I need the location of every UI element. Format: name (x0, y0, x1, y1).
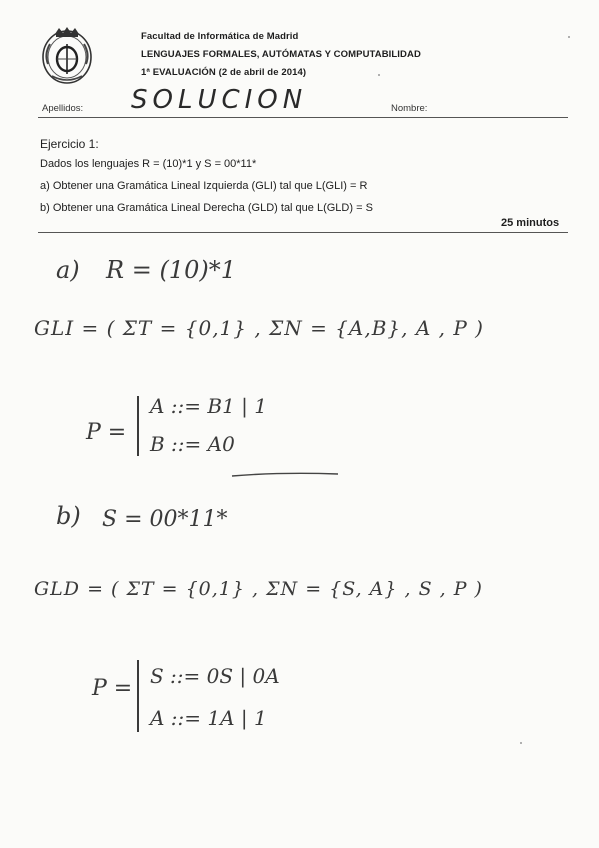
solution-a-label: a) (56, 256, 80, 284)
gld-production-1: S ::= 0S | 0A (150, 664, 280, 688)
solution-b-language: S = 00*11* (102, 507, 228, 532)
faculty-name: Facultad de Informática de Madrid (141, 31, 299, 42)
time-limit: 25 minutos (501, 217, 560, 229)
evaluation-date: 1ª EVALUACIÓN (2 de abril de 2014) (141, 67, 307, 78)
gld-definition: GLD = ( ΣT = {0,1} , ΣN = {S, A} , S , P ) (34, 578, 483, 600)
exercise-part-b: b) Obtener una Gramática Lineal Derecha (GLD) tal que L(GLD) = S (40, 202, 373, 214)
gld-production-2: A ::= 1A | 1 (150, 706, 267, 730)
surname-label: Apellidos: (42, 103, 84, 114)
scan-speck (378, 74, 380, 76)
exercise-part-a: a) Obtener una Gramática Lineal Izquierda (GLI) tal que L(GLI) = R (40, 180, 368, 192)
university-seal-icon (38, 24, 96, 86)
gli-production-1: A ::= B1 | 1 (150, 394, 267, 418)
separator-stroke (230, 470, 340, 480)
solution-b-label: b) (56, 502, 81, 530)
exercise-title: Ejercicio 1: (40, 137, 99, 151)
student-fields-rule (38, 117, 568, 118)
surname-handwritten: SOLUCION (131, 85, 308, 115)
scan-speck (568, 36, 570, 38)
gli-productions-label: P = (86, 420, 127, 445)
statement-rule (38, 232, 568, 233)
gld-productions-label: P = (92, 676, 133, 701)
gld-productions-brace (137, 660, 139, 732)
gli-productions-brace (137, 396, 139, 456)
course-title: LENGUAJES FORMALES, AUTÓMATAS Y COMPUTABILIDAD (141, 49, 421, 60)
scan-speck (520, 742, 522, 744)
name-label: Nombre: (391, 103, 428, 114)
solution-a-language: R = (10)*1 (106, 256, 236, 284)
gli-production-2: B ::= A0 (150, 432, 235, 456)
exercise-statement: Dados los lenguajes R = (10)*1 y S = 00*11* (40, 158, 257, 170)
gli-definition: GLI = ( ΣT = {0,1} , ΣN = {A,B}, A , P ) (34, 316, 484, 340)
